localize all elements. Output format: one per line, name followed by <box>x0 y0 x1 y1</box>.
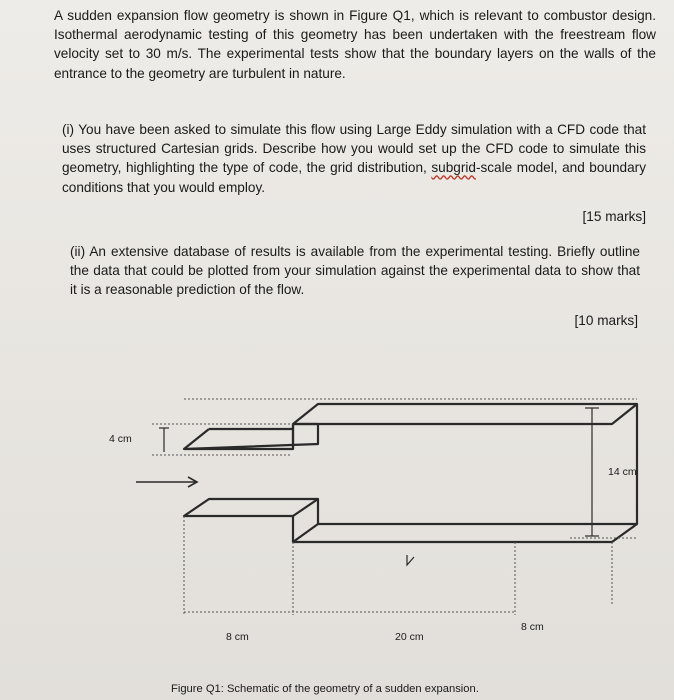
inlet-bottom-surface <box>184 499 318 516</box>
duct-bottom-surface <box>293 524 637 542</box>
question-i-text-end: -scale model, and boundary conditions that you would employ. <box>62 160 646 195</box>
duct-top-surface <box>293 404 637 424</box>
duct-length-label: 20 cm <box>395 631 424 643</box>
upper-step-shape <box>184 424 318 449</box>
question-ii: (ii) An extensive database of results is available from the experimental testing. Briefly outline the data that could be plotted from your simulation against the experimental data to show that it is a reasonable prediction of the flow. <box>70 244 640 298</box>
question-ii-marks: [10 marks] <box>574 313 638 328</box>
cursor-icon <box>407 555 414 565</box>
inlet-height-label: 4 cm <box>109 433 132 445</box>
question-i-marks: [15 marks] <box>582 209 646 224</box>
intro-paragraph: A sudden expansion flow geometry is shown in Figure Q1, which is relevant to combustor design. Isothermal aerodynamic testing of this geometry has been undertaken with the freestream flow velocity set to 30 m/s. The experimental tests show that the boundary layers on the walls of the entrance to the geometry are turbulent in nature. <box>54 8 656 81</box>
figure-caption: Figure Q1: Schematic of the geometry of a sudden expansion. <box>171 683 479 695</box>
inlet-length-label: 8 cm <box>226 631 249 643</box>
question-i-text: (i) You have been asked to simulate this flow using Large Eddy simulation with a CFD code that uses structured Cartesian grids. Describe how you would set up the CFD code to simulate this geometry, highlighting the type of code, the grid distribution, <box>62 122 646 176</box>
subgrid-word: subgrid <box>431 160 476 176</box>
inlet-top-edge <box>184 429 209 449</box>
depth-label: 8 cm <box>521 621 544 633</box>
duct-height-label: 14 cm <box>608 466 637 478</box>
